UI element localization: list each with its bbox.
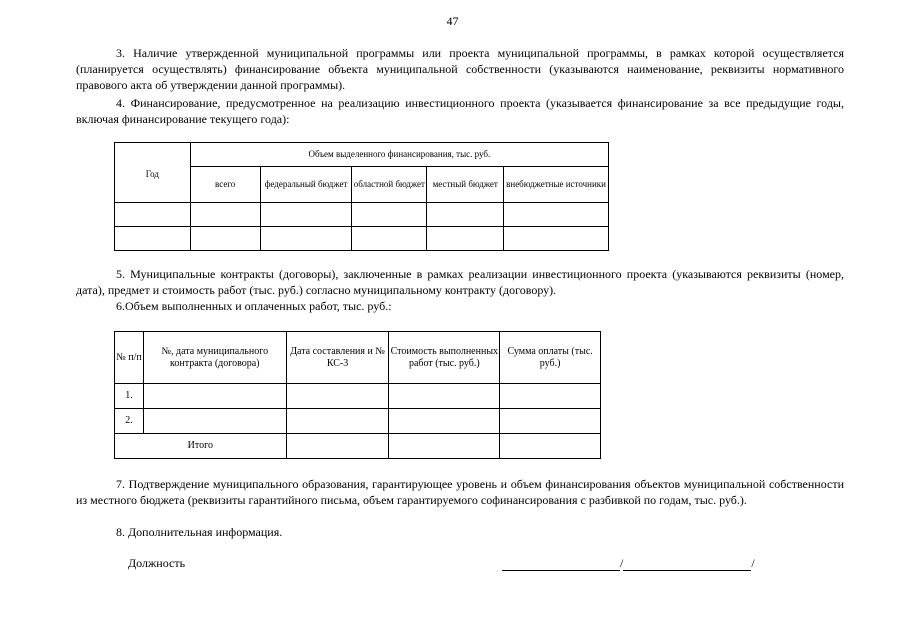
paragraph-6: [76, 298, 844, 314]
total-row: [115, 434, 601, 459]
signature-position-label: Должность: [128, 556, 186, 570]
row-number: 2.: [115, 409, 144, 434]
signature-end: /: [751, 556, 755, 570]
col-extrabudget: внебюджетные источники: [504, 167, 609, 203]
total-label: Итого: [115, 434, 287, 459]
col-regional: областной бюджет: [352, 167, 427, 203]
header-payment: Сумма оплаты (тыс. руб.): [500, 332, 601, 384]
col-federal: федеральный бюджет: [260, 167, 352, 203]
table-row: [115, 384, 601, 409]
paragraph-3: [76, 45, 844, 93]
signature-blank: [502, 557, 620, 571]
header-contract: №, дата муниципального контракта (договора): [143, 332, 286, 384]
financing-group-header: Объем выделенного финансирования, тыс. руб.: [190, 143, 608, 167]
paragraph-4: [76, 95, 844, 127]
col-total: всего: [190, 167, 260, 203]
header-cost: Стоимость выполненных работ (тыс. руб.): [389, 332, 500, 384]
paragraph-7: [76, 476, 844, 508]
table-row: [115, 203, 609, 227]
paragraph-4-text: 4. Финансирование, предусмотренное на реализацию инвестиционного проекта (указывается финансирование за все предыдущие годы, включая финансирование текущего года):: [76, 96, 844, 126]
paragraph-5: [76, 266, 844, 298]
paragraph-8-text: 8. Дополнительная информация.: [116, 525, 283, 539]
signature-line: [502, 556, 755, 571]
paragraph-3-text: 3. Наличие утвержденной муниципальной программы или проекта муниципальной программы, в рамках которой осуществляется (планируется осуществлять) финансирование объекта муниципальной собственности (указываются наименование, реквизиты нормативного правового акта об утверждении данной программы).: [76, 46, 844, 92]
paragraph-7-text: 7. Подтверждение муниципального образования, гарантирующее уровень и объем финансирования объектов муниципальной собственности из местного бюджета (реквизиты гарантийного письма, объем гарантируемого софинансирования с разбивкой по годам, тыс. руб.).: [76, 477, 844, 507]
paragraph-6-text: 6.Объем выполненных и оплаченных работ, тыс. руб.:: [116, 299, 392, 313]
table-row: [115, 409, 601, 434]
paragraph-8: [76, 524, 844, 540]
signature-separator: /: [620, 556, 624, 570]
row-number: 1.: [115, 384, 144, 409]
year-header: Год: [115, 143, 191, 203]
financing-table: [114, 142, 609, 251]
table-row: [115, 227, 609, 251]
completed-works-table: [114, 331, 601, 459]
header-ks3: Дата составления и № КС-3: [286, 332, 389, 384]
header-number: № п/п: [115, 332, 144, 384]
paragraph-5-text: 5. Муниципальные контракты (договоры), заключенные в рамках реализации инвестиционного проекта (указываются реквизиты (номер, дата), предмет и стоимость работ (тыс. руб.) согласно муниципальному контракту (договору).: [76, 267, 844, 297]
page-number: 47: [446, 14, 459, 28]
name-blank: [623, 557, 751, 571]
col-local: местный бюджет: [427, 167, 504, 203]
